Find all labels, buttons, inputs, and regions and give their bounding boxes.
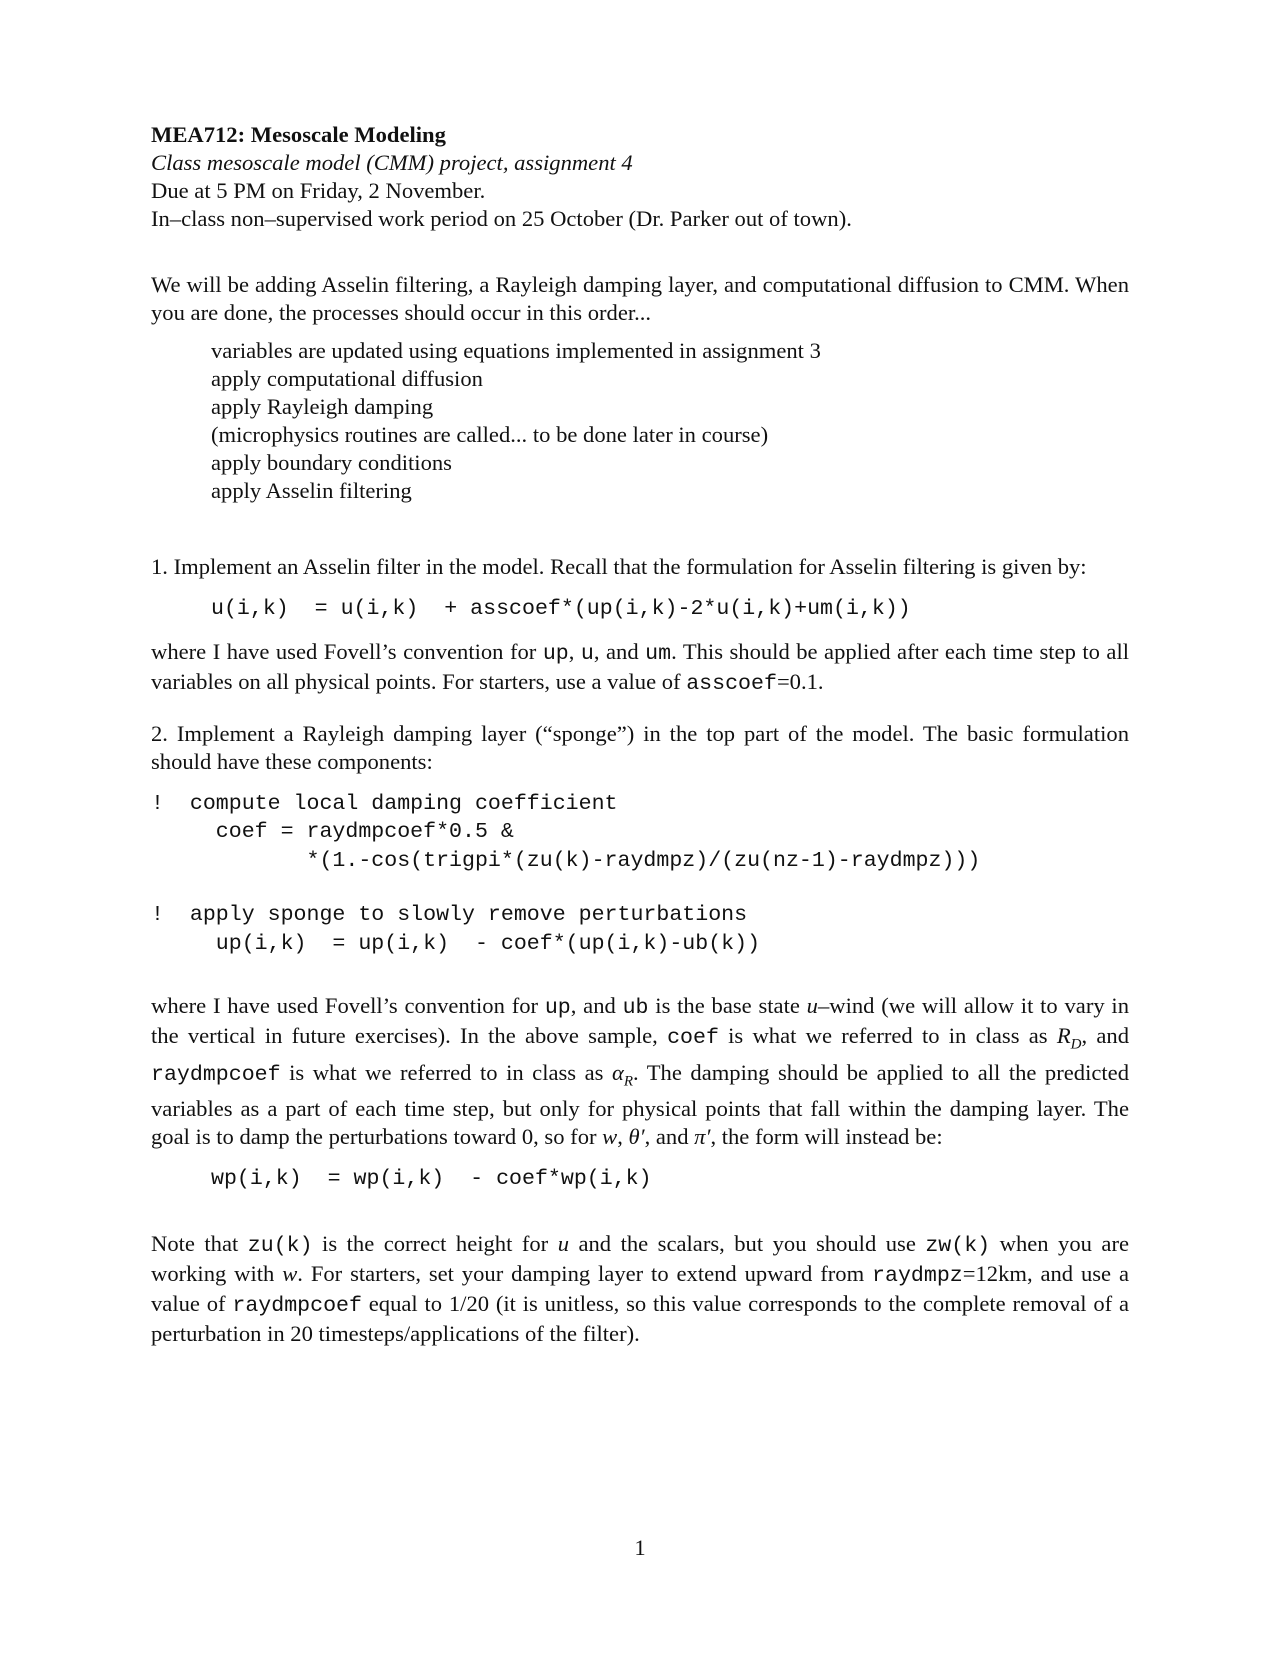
process-step: apply Asselin filtering bbox=[211, 478, 412, 503]
asselin-filter-code: u(i,k) = u(i,k) + asscoef*(up(i,k)-2*u(i,k)+um(i,k)) bbox=[211, 597, 911, 621]
item1-heading: 1. Implement an Asselin filter in the model. Recall that the formulation for Asselin filtering is given by: bbox=[151, 554, 1087, 579]
sponge-code: ! apply sponge to slowly remove perturbations up(i,k) = up(i,k) - coef*(up(i,k)-ub(k)) bbox=[151, 903, 761, 956]
document-subtitle: Class mesoscale model (CMM) project, assignment 4 bbox=[151, 150, 633, 175]
due-date: Due at 5 PM on Friday, 2 November. bbox=[151, 178, 486, 203]
document-body bbox=[151, 121, 1129, 1348]
item1-paragraph: where I have used Fovell’s convention for up, u, and um. This should be applied after each time step to all variables on all physical points. For starters, use a value of asscoef=0.1. bbox=[151, 638, 1130, 696]
process-step: apply boundary conditions bbox=[211, 450, 452, 475]
in-class-note: In–class non–supervised work period on 25 October (Dr. Parker out of town). bbox=[151, 206, 852, 231]
document-title: MEA712: Mesoscale Modeling bbox=[151, 122, 446, 147]
intro-paragraph: We will be adding Asselin filtering, a Rayleigh damping layer, and computational diffusion to CMM. When you are done, the processes should occur in this order... bbox=[151, 272, 1129, 325]
process-order-list bbox=[151, 337, 1129, 505]
w-damping-code: wp(i,k) = wp(i,k) - coef*wp(i,k) bbox=[211, 1167, 652, 1192]
process-step: apply Rayleigh damping bbox=[211, 394, 434, 419]
item2-heading: 2. Implement a Rayleigh damping layer (“sponge”) in the top part of the model. The basic formulation should have these components: bbox=[151, 720, 1129, 774]
process-step: apply computational diffusion bbox=[211, 366, 483, 391]
damping-coefficient-code: ! compute local damping coefficient coef = raydmpcoef*0.5 & *(1.-cos(trigpi*(zu(k)-raydmpz)/(zu(nz-1)-raydmpz))) bbox=[151, 791, 981, 873]
item2-paragraph: where I have used Fovell’s convention for up, and ub is the base state u–wind (we will allow it to vary in the vertical in future exercises). In the above sample, coef is what we referred to in class as $R_D$, and raydmpcoef is what we referred to in class as $\alpha_R$. The damping should be applied to all the predicted variables as a part of each time step, but only for physical points that fall within the damping layer. The goal is to damp the perturbations toward 0, so for w, θ′, and π′, the form will instead be: bbox=[151, 993, 1130, 1150]
process-step: (microphysics routines are called... to be done later in course) bbox=[211, 422, 769, 447]
process-step: variables are updated using equations implemented in assignment 3 bbox=[211, 338, 821, 363]
page-number: 1 bbox=[634, 1535, 646, 1560]
note-paragraph: Note that zu(k) is the correct height for u and the scalars, but you should use zw(k) when you are working with w. For starters, set your damping layer to extend upward from raydmpz=12km, and use a value of raydmpcoef equal to 1/20 (it is unitless, so this value corresponds to the complete removal of a perturbation in 20 timesteps/applications of the filter). bbox=[151, 1230, 1130, 1346]
